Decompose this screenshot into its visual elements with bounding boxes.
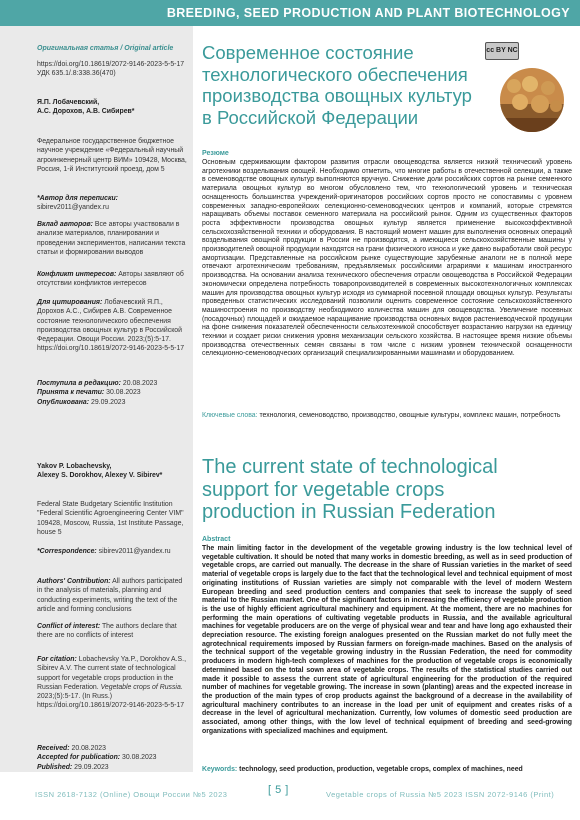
received-label-en: Received: — [37, 745, 70, 752]
accepted-label-ru: Принята к печати: — [37, 389, 105, 397]
keywords-text-en: technology, seed production, production, vegetable crops, complex of machines, need — [239, 766, 523, 773]
citation-journal-en: Vegetable crops of Russia. — [100, 683, 183, 691]
received-date-en: 20.08.2023 — [71, 745, 106, 752]
correspondence-label-ru: *Автор для переписки: — [37, 195, 118, 202]
published-date-ru: 29.09.2023 — [90, 398, 126, 406]
keywords-text-ru: технология, семеноводство, производство, овощные культуры, комплекс машин, потребность — [259, 412, 561, 419]
citation-label-ru: Для цитирования: — [37, 299, 103, 306]
udc-code: УДК 635.1/.8:338.36(470) — [37, 70, 116, 77]
abstract-ru: Основным сдерживающим фактором развития отрасли овощеводства является низкий технический уровень агротехники возделывания овощей. Необходимо отметить, что многие работы в отечественной селекции, а также в семеноводстве овощных культур выполняются вручную. Снижение доли российских сортов на рынке семенного материала овощных культур во многом обусловлено тем, что технологический уровень и техническая оснащенность большинства учреждений-оригинаторов российских сортов просто не сопоставимы с уровнем современных западно-европейских селекционно-семеноводческих центров и компаний, которые стремятся наращивать объемы поставок семенного материала на российский рынок. Одним из существенных факторов роста эффективности производства овощных культур является применение высокоэффективной сельскохозяйственной техники и оборудования. В настоящий момент машин для выполнения основных операций возделывания овощной продукции в России не производится, а имеющиеся сельскохозяйственные машины у производителей овощной продукции находятся на грани физического износа и уже давно выработали свой ресурс амортизации. Представленные на российском рынке существующие зарубежные аналоги не в полной мере отвечают агротехническим требованиям, предъявляемых российскими аграриями к машинам иностранного производства. На основании анализа технического обеспечения отрасли овощеводства в Российской Федерации экономически определена потребность товаропроизводителей в современных высокотехнологичных комплексах машин для производства овощных культур исходя из суммарной посевной площади овощных культур. Результаты проведенных статистических исследований позволили оценить современное состояние сельскохозяйственного машиностроения по производству необходимого количества машин для овощеводства. Увеличение посевных (посадочных) площадей и ожидаемое наращивание производства основных видов растениеводческой продукции на фоне снижения показателей обеспеченности сельхозтехникой способствует возрастанию нагрузки на единицу техники и создает риски снижения уровня механизации сельского хозяйства. В настоящее время низкие объемы производства отечественных семян связаны в том числе с низким уровнем технической оснащенности селекционно-семеноводческих организаций специализированными машинами и оборудованием. — [202, 159, 572, 358]
crop-thumbnail-image — [500, 68, 564, 132]
contribution-label-ru: Вклад авторов: — [37, 221, 93, 228]
published-date-en: 29.09.2023 — [74, 763, 109, 771]
contribution-text-en: All authors participated in the analysis of materials, planning and conducting experiments, writing the text of the article and forming conclusions — [37, 578, 183, 613]
page-number: [ 5 ] — [268, 784, 289, 796]
citation-text-ru: Лобачевский Я.П., Дорохов А.С., Сибирев А.В. Современное состояние технологического обеспечения производства овощных культур в Российской Федерации. Овощи России. 2023;(5):5-17. — [37, 299, 182, 344]
published-label-ru: Опубликована: — [37, 398, 90, 406]
citation-ru — [37, 298, 187, 354]
citation-en — [37, 655, 187, 711]
received-label-ru: Поступила в редакцию: — [37, 380, 121, 387]
abstract-en: The main limiting factor in the development of the vegetable growing industry is the low technical level of vegetable cultivation. It should be noted that many works in domestic breeding, as well as in seed production of vegetable crops, are carried out manually. The decrease in the share of Russian varieties in the market of seed material of vegetable crops is largely due to the fact that the technological level and technical equipment of most originating institutions of Russian varieties are simply not comparable with the level of modern Western European breeding and seed production centers and companies that seek to increase the supply of seed material to the Russian market. One of the significant factors in increasing the efficiency of vegetable production is the use of highly efficient agricultural machinery and equipment. At the moment, there are no machines for performing the main operations of cultivating vegetable products in Russia, and the available agricultural machines for vegetable producers are on the verge of physical wear and tear and have long ago exhausted their depreciation resource. The existing foreign analogues presented on the Russian market do not fully meet the agrotechnical requirements imposed by Russian farmers on foreign-made machines. Based on the analysis of the technical support of the vegetable growing industry in the Russian Federation, the need for commodity producers in modern high-tech complexes of machines for the production of vegetable crops is economically determined based on the total sown area of vegetable crops. The results of the statistical studies carried out made it possible to assess the current state of agricultural engineering for the production of the required number of machines for vegetable growing. The increase in sown (planting) areas and the expected increase in the production of the main types of crop products against the background of a decrease in the availability of agricultural machinery contributes to an increase in the load per unit of equipment and creates risks of a decrease in the level of agricultural mechanization. Currently, low volumes of domestic seed production are associated, among other things, with the low level of technical equipment of breeding and seed-growing organizations with specialized machines and equipment. — [202, 545, 572, 735]
accepted-date-ru: 30.08.2023 — [106, 389, 141, 397]
conflict-label-en: Conflict of interest: — [37, 623, 101, 630]
english-title: The current state of technological support for vegetable crops production in Russian Federation — [202, 456, 498, 523]
journal-section-header: BREEDING, SEED PRODUCTION AND PLANT BIOTECHNOLOGY — [0, 0, 580, 26]
correspondence-ru — [37, 194, 187, 213]
citation-doi-en[interactable]: https://doi.org/10.18619/2072-9146-2023-5-5-17 — [37, 702, 185, 710]
citation-label-en: For citation: — [37, 656, 77, 663]
article-type: Оригинальная статья / Original article — [37, 45, 174, 52]
correspondence-en — [37, 547, 187, 556]
doi-link-ru[interactable]: https://doi.org/10.18619/2072-9146-2023-5-5-17 — [37, 61, 185, 68]
authors-ru-line1: Я.П. Лобачевский, — [37, 99, 100, 106]
keywords-label-ru: Ключевые слова: — [202, 412, 258, 419]
conflict-text-ru: Авторы заявляют об отсутствии конфликтов интересов — [37, 271, 184, 288]
conflict-text-en: The authors declare that there are no conflicts of interest — [37, 623, 177, 640]
published-label-en: Published: — [37, 763, 73, 771]
abstract-heading-en: Abstract — [202, 536, 231, 543]
correspondence-email-ru[interactable]: sibirev2011@yandex.ru — [37, 204, 109, 212]
citation-doi-ru[interactable]: https://doi.org/10.18619/2072-9146-2023-5-5-17 — [37, 345, 185, 353]
authors-ru-line2: А.С. Дорохов, А.В. Сибирев* — [37, 108, 135, 116]
correspondence-email-en[interactable]: sibirev2011@yandex.ru — [98, 548, 171, 555]
accepted-label-en: Accepted for publication: — [37, 754, 121, 762]
keywords-ru — [202, 412, 572, 421]
correspondence-label-en: *Correspondence: — [37, 548, 97, 555]
received-date-ru: 20.08.2023 — [122, 380, 158, 387]
authors-en-line2: Alexey S. Dorokhov, Alexey V. Sibirev* — [37, 472, 163, 480]
dates-ru — [37, 379, 187, 407]
accepted-date-en: 30.08.2023 — [122, 754, 157, 762]
conflict-label-ru: Конфликт интересов: — [37, 271, 117, 278]
conflict-ru — [37, 270, 187, 289]
dates-en — [37, 744, 187, 772]
cc-license-badge[interactable]: cc BY NC — [485, 42, 519, 60]
contribution-en — [37, 577, 187, 614]
authors-ru — [37, 98, 187, 117]
footer-issn-online: ISSN 2618-7132 (Online) Овощи России №5 2023 — [35, 790, 228, 799]
affiliation-ru: Федеральное государственное бюджетное научное учреждение «Федеральный научный агроинженерный центр ВИМ» 109428, Москва, Россия, 1-й Институтский проезд, дом 5 — [37, 138, 187, 173]
abstract-heading-ru: Резюме — [202, 150, 229, 157]
contribution-text-ru: Все авторы участвовали в анализе материалов, планировании и проведении экспериментов, написании текста статьи и формировании выводов — [37, 221, 186, 256]
citation-tail-en: 2023;(5):5-17. (In Russ.) — [37, 693, 113, 701]
footer-issn-print: Vegetable crops of Russia №5 2023 ISSN 2072-9146 (Print) — [326, 790, 555, 799]
affiliation-en: Federal State Budgetary Scientific Institution "Federal Scientific Agroengineering Center VIM" 109428, Moscow, Russia, 1st Institute Passage, house 5 — [37, 501, 184, 536]
citation-text-en: Lobachevsky Ya.P., Dorokhov A.S., Sibirev A.V. The current state of technological support for vegetable crops production in the Russian Federation. — [37, 656, 186, 691]
keywords-label-en: Keywords: — [202, 766, 238, 773]
conflict-en — [37, 622, 187, 641]
contribution-label-en: Authors' Contribution: — [37, 578, 111, 585]
russian-title: Современное состояние технологического обеспечения производства овощных культур в Российской Федерации — [202, 42, 472, 128]
authors-en-line1: Yakov P. Lobachevsky, — [37, 463, 112, 470]
page-footer — [0, 780, 580, 820]
authors-en — [37, 462, 187, 481]
contribution-ru — [37, 220, 187, 257]
keywords-en — [202, 766, 572, 775]
